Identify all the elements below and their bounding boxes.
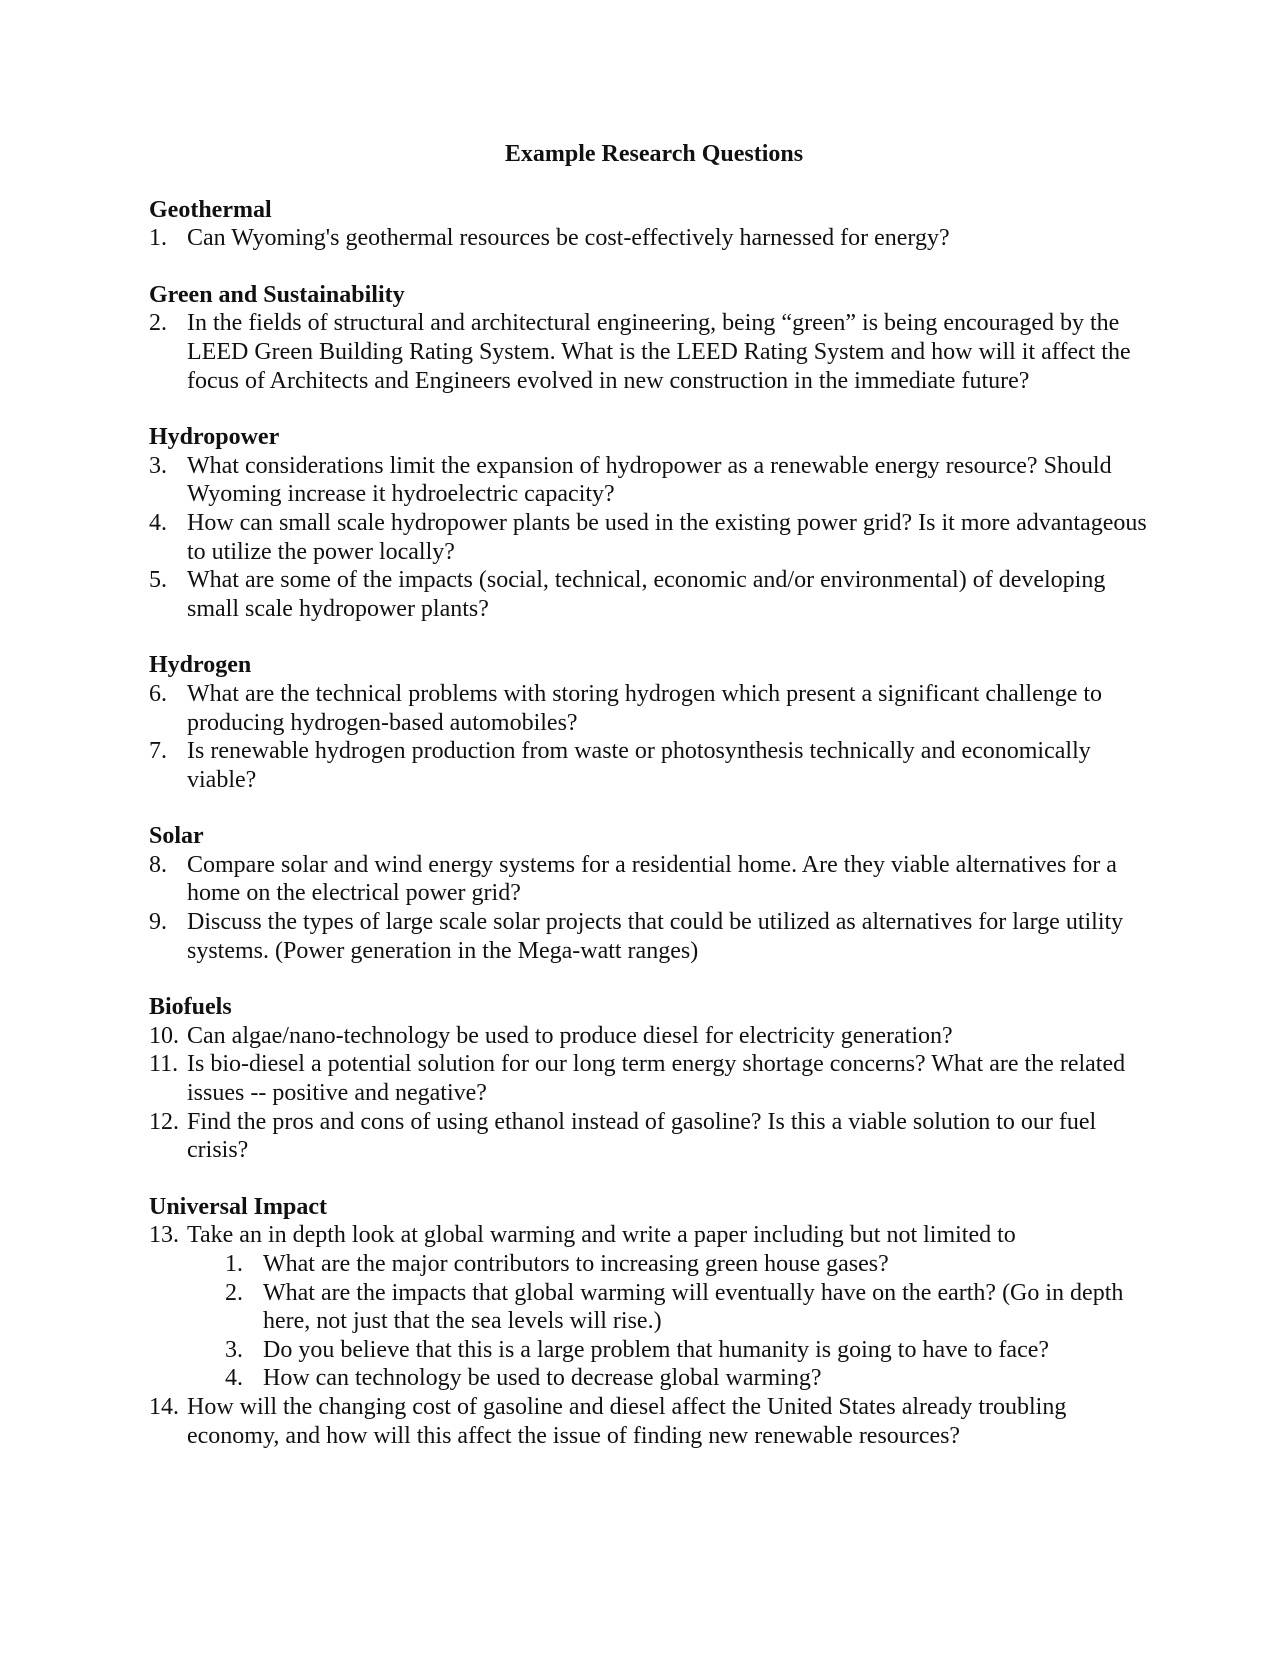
question-list [149,452,1159,624]
section-heading: Universal Impact [149,1193,327,1220]
question-body [187,1393,1159,1450]
question-item [149,566,1159,623]
question-number: 10. [149,1022,179,1049]
question-list [149,224,1159,253]
question-list [149,309,1159,395]
section-heading: Geothermal [149,196,272,223]
question-item [149,1022,1159,1051]
question-number: 3. [149,452,167,479]
question-number: 2. [149,310,167,337]
question-text: How will the changing cost of gasoline and diesel affect the United States already troubling economy, and how will this affect the issue of finding new renewable resources? [187,1393,1067,1449]
question-item [149,224,1159,253]
sub-question-text: What are the impacts that global warming will eventually have on the earth? (Go in depth here, not just that the sea levels will rise.) [263,1279,1124,1335]
question-body [187,224,1159,253]
section-universal-impact [149,1193,1159,1450]
question-number: 7. [149,738,167,765]
question-item [149,1050,1159,1107]
section-heading: Solar [149,823,204,850]
section-heading: Hydropower [149,424,280,451]
question-text: Compare solar and wind energy systems for a residential home. Are they viable alternatives for a home on the electrical power grid? [187,851,1117,907]
sub-question-list [187,1250,1159,1393]
question-text: How can small scale hydropower plants be used in the existing power grid? Is it more advantageous to utilize the power locally? [187,509,1147,565]
question-body [187,908,1159,965]
sub-question-item [225,1279,1159,1336]
question-text: Can algae/nano-technology be used to produce diesel for electricity generation? [187,1022,953,1049]
question-number: 11. [149,1051,179,1078]
document-title: Example Research Questions [504,141,804,167]
sub-question-item [225,1336,1159,1365]
question-item [149,452,1159,509]
question-number: 9. [149,909,167,936]
question-text: Discuss the types of large scale solar projects that could be utilized as alternatives for large utility systems. (Power generation in the Mega-watt ranges) [187,909,1124,964]
section-hydrogen [149,651,1159,794]
section-heading: Biofuels [149,994,232,1021]
section-biofuels [149,993,1159,1165]
question-text: Take an in depth look at global warming and write a paper including but not limited to [187,1222,1016,1249]
section-solar [149,822,1159,965]
question-text: Is renewable hydrogen production from waste or photosynthesis technically and economically viable? [187,738,1091,793]
question-list [149,680,1159,794]
question-item [149,908,1159,965]
sub-question-item [225,1364,1159,1393]
sub-question-text: How can technology be used to decrease global warming? [263,1365,822,1392]
question-item [149,680,1159,737]
question-body [187,680,1159,737]
question-body [187,1022,1159,1051]
sub-question-number: 4. [225,1365,243,1392]
question-body [187,309,1159,395]
question-item [149,851,1159,908]
question-text: What considerations limit the expansion of hydropower as a renewable energy resource? Should Wyoming increase it hydroelectric capacity? [187,452,1112,508]
sections-container [149,196,1159,1451]
sub-question-item [225,1250,1159,1279]
question-body [187,1221,1159,1393]
question-number: 8. [149,851,167,878]
question-number: 1. [149,225,167,252]
question-text: Can Wyoming's geothermal resources be cost-effectively harnessed for energy? [187,225,950,252]
question-list [149,1221,1159,1450]
question-body [187,509,1159,566]
question-number: 6. [149,680,167,707]
section-geothermal [149,196,1159,253]
question-body [187,1050,1159,1107]
section-heading: Hydrogen [149,652,252,679]
document-page [149,140,1159,1478]
question-number: 5. [149,567,167,594]
question-item [149,737,1159,794]
question-number: 13. [149,1222,179,1249]
sub-question-number: 1. [225,1251,243,1277]
question-number: 12. [149,1108,179,1135]
question-number: 14. [149,1393,179,1420]
question-body [187,1108,1159,1165]
question-body [187,452,1159,509]
question-text: What are the technical problems with storing hydrogen which present a significant challenge to producing hydrogen-based automobiles? [187,680,1103,736]
section-green-and-sustainability [149,281,1159,395]
question-list [149,1022,1159,1165]
question-item [149,1108,1159,1165]
question-text: What are some of the impacts (social, technical, economic and/or environmental) of developing small scale hydropower plants? [187,567,1106,622]
sub-question-number: 3. [225,1336,243,1363]
sub-question-text: Do you believe that this is a large problem that humanity is going to have to face? [263,1336,1050,1363]
question-number: 4. [149,509,167,536]
question-item [149,509,1159,566]
sub-question-number: 2. [225,1279,243,1306]
question-text: In the fields of structural and architectural engineering, being “green” is being encouraged by the LEED Green Building Rating System. What is the LEED Rating System and how will it affect the focus of Architects and Engineers evolved in new construction in the immediate future? [187,310,1131,394]
question-body [187,851,1159,908]
question-body [187,566,1159,623]
question-text: Is bio-diesel a potential solution for our long term energy shortage concerns? What are the related issues -- positive and negative? [187,1051,1126,1107]
question-item [149,309,1159,395]
question-item [149,1393,1159,1450]
section-hydropower [149,423,1159,623]
sub-question-text: What are the major contributors to increasing green house gases? [263,1251,889,1277]
question-list [149,851,1159,965]
question-body [187,737,1159,794]
question-text: Find the pros and cons of using ethanol instead of gasoline? Is this a viable solution to our fuel crisis? [187,1108,1097,1164]
section-heading: Green and Sustainability [149,281,405,308]
question-item [149,1221,1159,1393]
